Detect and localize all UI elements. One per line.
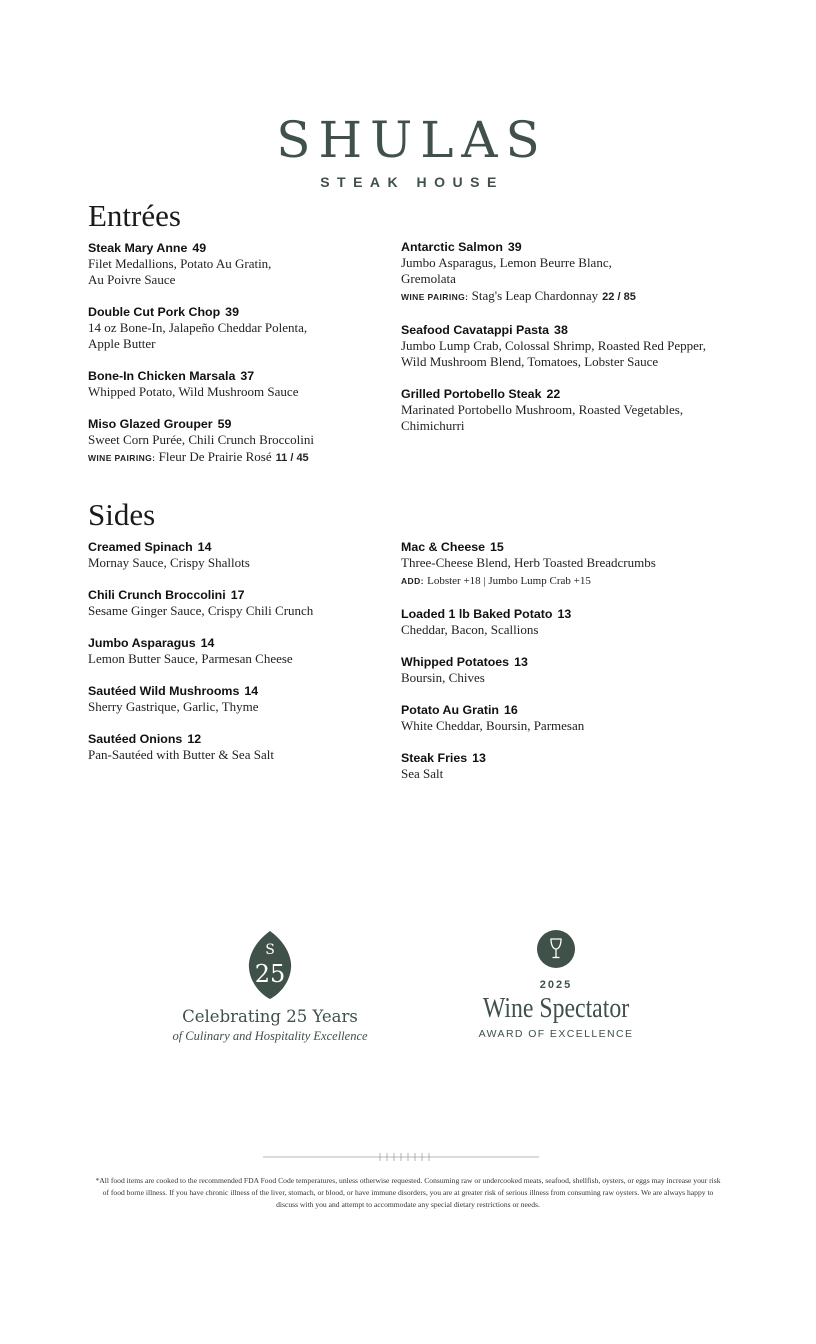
menu-item-price: 17 (230, 588, 245, 602)
wine-pairing-wine: Stag's Leap Chardonnay (471, 288, 599, 303)
menu-item-name: Bone-In Chicken Marsala (88, 369, 236, 383)
entrees-left-column (88, 240, 388, 483)
menu-item-header (401, 386, 731, 402)
menu-item-header (401, 654, 731, 670)
menu-item-price: 14 (197, 540, 212, 554)
menu-item-name: Steak Fries (401, 751, 468, 765)
menu-item-description: Chimichurri (401, 418, 465, 433)
menu-item-name: Potato Au Gratin (401, 703, 499, 717)
menu-item (401, 654, 731, 686)
menu-item-name: Grilled Portobello Steak (401, 387, 542, 401)
menu-item-description: Au Poivre Sauce (88, 272, 176, 287)
menu-item-price: 15 (490, 540, 504, 554)
anniversary-title: Celebrating 25 Years (182, 1007, 358, 1026)
menu-item-header (88, 240, 388, 256)
wine-pairing (401, 287, 731, 306)
badge-number: 25 (254, 960, 286, 988)
menu-item-header (88, 731, 388, 747)
sides-title: Sides (88, 497, 156, 532)
badge-letter: S (265, 942, 275, 958)
wine-pairing-label: WINE PAIRING: (88, 453, 156, 463)
menu-item-description: Cheddar, Bacon, Scallions (401, 622, 539, 637)
menu-item-name: Sautéed Wild Mushrooms (88, 684, 240, 698)
anniversary-subtitle: of Culinary and Hospitality Excellence (172, 1029, 368, 1043)
menu-item (88, 683, 388, 715)
menu-item-description: Gremolata (401, 271, 456, 286)
menu-item (401, 386, 731, 434)
menu-item (88, 240, 388, 288)
sides-left-column (88, 539, 388, 779)
menu-item-description: Pan-Sautéed with Butter & Sea Salt (88, 747, 274, 762)
menu-item-price: 14 (200, 636, 215, 650)
menu-item (401, 322, 731, 370)
menu-item-name: Creamed Spinach (88, 540, 193, 554)
menu-item-price: 22 (546, 387, 561, 401)
menu-item-description: Lemon Butter Sauce, Parmesan Cheese (88, 651, 293, 666)
menu-item-header (401, 239, 731, 255)
award-year: 2025 (539, 979, 573, 991)
brand-logo (0, 112, 816, 190)
menu-item-header (88, 683, 388, 699)
food-safety-disclaimer: *All food items are cooked to the recommended FDA Food Code temperatures, unless otherwise requested. Consuming raw or undercooked meats, seafood, shellfish, oysters, or eggs may increase your risk of food borne illness. If you have chronic illness of the liver, stomach, or blood, or have immune disorders, you are at greater risk of serious illness from consuming raw oysters. We are always happy to discuss with you and attempt to accommodate any special dietary restrictions or needs. (95, 1176, 721, 1209)
anniversary-emblem (150, 930, 390, 1044)
menu-item-price: 39 (507, 240, 522, 254)
wine-pairing-price: 22 / 85 (602, 291, 636, 303)
menu-item-description: Marinated Portobello Mushroom, Roasted Vegetables, (401, 402, 684, 417)
menu-item (88, 731, 388, 763)
menu-item-description: Wild Mushroom Blend, Tomatoes, Lobster Sauce (401, 354, 659, 369)
add-on (401, 571, 731, 590)
award-title: Wine Spectator (482, 992, 630, 1024)
menu-item-name: Jumbo Asparagus (88, 636, 196, 650)
menu-item-header (88, 587, 388, 603)
menu-item-price: 16 (503, 703, 518, 717)
menu-item-description: Filet Medallions, Potato Au Gratin, (88, 256, 272, 271)
menu-item-price: 14 (244, 684, 259, 698)
menu-item-name: Double Cut Pork Chop (88, 305, 221, 319)
menu-item-description: Sweet Corn Purée, Chili Crunch Broccolini (88, 432, 315, 447)
menu-item (88, 416, 388, 467)
menu-item-header (401, 750, 731, 766)
menu-item-description: White Cheddar, Boursin, Parmesan (401, 718, 585, 733)
menu-item-header (88, 635, 388, 651)
menu-item-price: 39 (225, 305, 239, 319)
menu-item-header (88, 368, 388, 384)
menu-item-name: Loaded 1 lb Baked Potato (401, 607, 553, 621)
menu-item-description: Three-Cheese Blend, Herb Toasted Breadcrumbs (401, 555, 656, 570)
menu-item (401, 606, 731, 638)
menu-item-price: 59 (217, 417, 232, 431)
brand-subtitle: STEAK HOUSE (320, 174, 504, 190)
menu-item-name: Seafood Cavatappi Pasta (401, 323, 550, 337)
menu-item (88, 368, 388, 400)
menu-item-description: Mornay Sauce, Crispy Shallots (88, 555, 250, 570)
footer-divider (263, 1150, 539, 1164)
menu-item-description: Jumbo Asparagus, Lemon Beurre Blanc, (401, 255, 612, 270)
menu-item (88, 587, 388, 619)
menu-item (401, 239, 731, 306)
menu-item (401, 702, 731, 734)
menu-item-price: 13 (557, 607, 572, 621)
menu-item-price: 38 (554, 323, 568, 337)
menu-item-description: Whipped Potato, Wild Mushroom Sauce (88, 384, 299, 399)
menu-item-header (401, 322, 731, 338)
menu-item-description: Sesame Ginger Sauce, Crispy Chili Crunch (88, 603, 314, 618)
menu-item-header (401, 539, 731, 555)
menu-item-price: 49 (192, 241, 207, 255)
menu-item-name: Steak Mary Anne (88, 241, 188, 255)
menu-item-description: 14 oz Bone-In, Jalapeño Cheddar Polenta, (88, 320, 308, 335)
wine-pairing (88, 448, 388, 467)
menu-item-header (401, 606, 731, 622)
menu-item-name: Miso Glazed Grouper (88, 417, 213, 431)
menu-item-description: Boursin, Chives (401, 670, 485, 685)
menu-item-name: Antarctic Salmon (401, 240, 503, 254)
menu-item-header (88, 539, 388, 555)
menu-item (401, 539, 731, 590)
menu-item-description: Apple Butter (88, 336, 156, 351)
menu-item-price: 12 (187, 732, 202, 746)
add-on-label: ADD: (401, 576, 424, 586)
sides-right-column (401, 539, 731, 798)
menu-item-description: Sea Salt (401, 766, 444, 781)
menu-item-header (88, 416, 388, 432)
entrees-title: Entrées (88, 198, 181, 233)
award-subtitle: AWARD OF EXCELLENCE (478, 1028, 634, 1040)
menu-item-name: Mac & Cheese (401, 540, 486, 554)
add-on-text: Lobster +18 | Jumbo Lump Crab +15 (427, 575, 591, 587)
menu-item (401, 750, 731, 782)
menu-item-header (401, 702, 731, 718)
brand-name: SHULAS (276, 111, 548, 169)
menu-item-price: 13 (472, 751, 486, 765)
entrees-right-column (401, 239, 731, 450)
menu-item-name: Whipped Potatoes (401, 655, 510, 669)
menu-item-price: 13 (514, 655, 528, 669)
menu-item-description: Jumbo Lump Crab, Colossal Shrimp, Roasted Red Pepper, (401, 338, 706, 353)
menu-item-header (88, 304, 388, 320)
wine-spectator-award (456, 930, 656, 1040)
menu-item-name: Sautéed Onions (88, 732, 183, 746)
menu-item-price: 37 (240, 369, 255, 383)
menu-item (88, 304, 388, 352)
menu-item (88, 635, 388, 667)
wine-glass-icon (537, 930, 575, 968)
anniversary-badge-icon (248, 930, 292, 1000)
wine-pairing-label: WINE PAIRING: (401, 292, 469, 302)
menu-item-description: Sherry Gastrique, Garlic, Thyme (88, 699, 259, 714)
wine-pairing-price: 11 / 45 (275, 452, 309, 464)
menu-item-name: Chili Crunch Broccolini (88, 588, 226, 602)
menu-item (88, 539, 388, 571)
wine-pairing-wine: Fleur De Prairie Rosé (158, 449, 272, 464)
